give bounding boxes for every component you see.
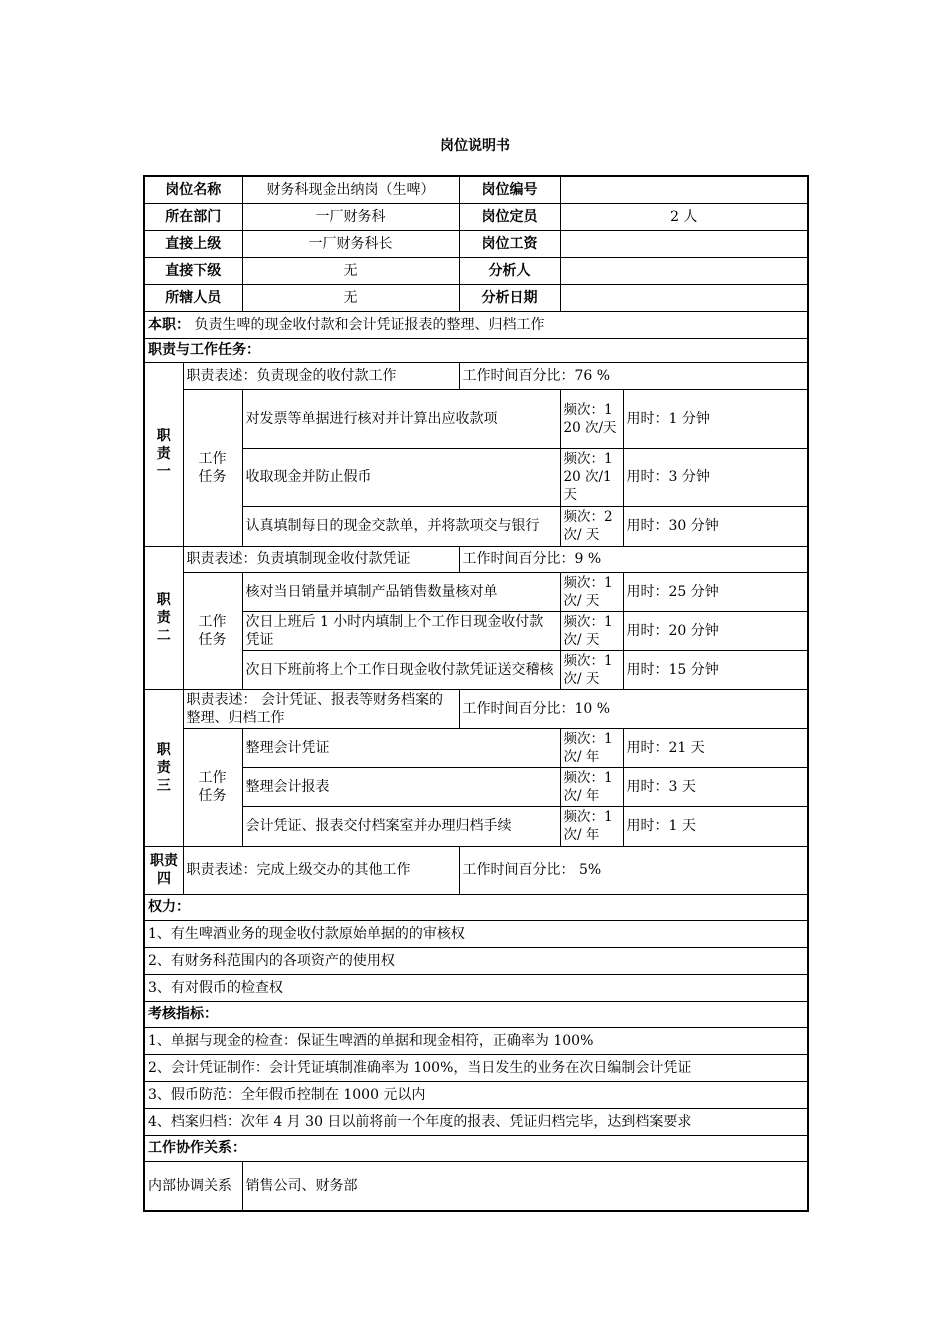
task-row <box>144 650 808 689</box>
staff-value: 2 人 <box>560 203 808 230</box>
duty-row <box>144 546 808 572</box>
duties-header: 职责与工作任务： <box>144 338 808 362</box>
task-label-text: 工作任务 <box>198 613 227 648</box>
list-item <box>144 1054 808 1081</box>
task-label-text: 工作任务 <box>198 770 227 804</box>
task-text: 次日上班后 1 小时内填制上个工作日现金收付款凭证 <box>242 611 560 650</box>
duty-percent: 工作时间百分比：10 % <box>459 689 808 728</box>
list-item <box>144 1027 808 1054</box>
analyst-value <box>560 257 808 284</box>
list-item <box>144 974 808 1001</box>
task-label-text: 工作任务 <box>198 450 227 485</box>
section-header-row <box>144 1135 808 1161</box>
duty-name-text: 职责三 <box>156 741 171 794</box>
assessment-item: 3、假币防范：全年假币控制在 1000 元以内 <box>144 1081 808 1108</box>
info-row <box>144 230 808 257</box>
duty-name <box>144 362 183 546</box>
task-row <box>144 389 808 448</box>
assessment-item: 4、档案归档：次年 4 月 30 日以前将前一个年度的报表、凭证归档完毕，达到档案要求 <box>144 1108 808 1135</box>
task-row <box>144 506 808 546</box>
task-text: 收取现金并防止假币 <box>242 448 560 506</box>
assessment-item: 1、单据与现金的检查：保证生啤酒的单据和现金相符，正确率为 100% <box>144 1027 808 1054</box>
assessment-header: 考核指标： <box>144 1001 808 1027</box>
task-freq: 频次：1 次/ 天 <box>560 611 623 650</box>
duty-percent: 工作时间百分比：9 % <box>459 546 808 572</box>
post-no-value <box>560 176 808 203</box>
duty-name <box>144 546 183 689</box>
info-row <box>144 257 808 284</box>
task-text: 会计凭证、报表交付档案室并办理归档手续 <box>242 806 560 846</box>
task-freq: 频次：2 次/ 天 <box>560 506 623 546</box>
authority-item: 3、有对假币的检查权 <box>144 974 808 1001</box>
duty-row <box>144 689 808 728</box>
task-time: 用时：30 分钟 <box>623 506 808 546</box>
authority-item: 1、有生啤酒业务的现金收付款原始单据的的审核权 <box>144 920 808 947</box>
task-time: 用时：1 分钟 <box>623 389 808 448</box>
task-time: 用时：20 分钟 <box>623 611 808 650</box>
core-duty-label: 本职： <box>148 316 190 333</box>
task-label <box>183 389 242 546</box>
duty-name-text: 职责四 <box>150 853 178 887</box>
authority-item: 2、有财务科范围内的各项资产的使用权 <box>144 947 808 974</box>
section-header-row <box>144 894 808 920</box>
task-time: 用时：25 分钟 <box>623 572 808 611</box>
task-text: 次日下班前将上个工作日现金收付款凭证送交稽核 <box>242 650 560 689</box>
task-freq: 频次：1 次/ 年 <box>560 806 623 846</box>
task-time: 用时：15 分钟 <box>623 650 808 689</box>
post-no-label: 岗位编号 <box>459 176 560 203</box>
task-freq: 频次：120 次/1 天 <box>560 448 623 506</box>
task-row <box>144 767 808 806</box>
task-label <box>183 572 242 689</box>
duty-row <box>144 846 808 894</box>
cooperation-header: 工作协作关系： <box>144 1135 808 1161</box>
subordinate-label: 直接下级 <box>144 257 242 284</box>
task-text: 整理会计报表 <box>242 767 560 806</box>
task-time: 用时：3 分钟 <box>623 448 808 506</box>
task-freq: 频次：1 次/ 年 <box>560 767 623 806</box>
task-freq: 频次：1 次/ 天 <box>560 650 623 689</box>
date-value <box>560 284 808 311</box>
core-duty-text: 负责生啤的现金收付款和会计凭证报表的整理、归档工作 <box>194 316 545 333</box>
internal-label: 内部协调关系 <box>144 1161 242 1211</box>
task-time: 用时：3 天 <box>623 767 808 806</box>
section-header-row <box>144 338 808 362</box>
duty-name <box>144 689 183 846</box>
duty-row <box>144 362 808 389</box>
duty-name <box>144 846 183 894</box>
job-description-table <box>143 175 809 1212</box>
duty-percent: 工作时间百分比： 5% <box>459 846 808 894</box>
post-name-value: 财务科现金出纳岗（生啤） <box>242 176 459 203</box>
internal-value: 销售公司、财务部 <box>242 1161 808 1211</box>
task-text: 对发票等单据进行核对并计算出应收款项 <box>242 389 560 448</box>
staff-label: 岗位定员 <box>459 203 560 230</box>
task-text: 整理会计凭证 <box>242 728 560 767</box>
duty-desc: 职责表述： 会计凭证、报表等财务档案的整理、归档工作 <box>183 689 459 728</box>
managed-label: 所辖人员 <box>144 284 242 311</box>
list-item <box>144 947 808 974</box>
info-row <box>144 203 808 230</box>
info-row <box>144 284 808 311</box>
salary-label: 岗位工资 <box>459 230 560 257</box>
duty-desc: 职责表述：负责现金的收付款工作 <box>183 362 459 389</box>
date-label: 分析日期 <box>459 284 560 311</box>
info-row <box>144 176 808 203</box>
salary-value <box>560 230 808 257</box>
superior-value: 一厂财务科长 <box>242 230 459 257</box>
list-item <box>144 1108 808 1135</box>
task-row <box>144 572 808 611</box>
task-row <box>144 806 808 846</box>
task-row <box>144 728 808 767</box>
section-header-row <box>144 1001 808 1027</box>
subordinate-value: 无 <box>242 257 459 284</box>
task-time: 用时：1 天 <box>623 806 808 846</box>
duty-name-text: 职责二 <box>156 591 171 644</box>
post-name-label: 岗位名称 <box>144 176 242 203</box>
page-title: 岗位说明书 <box>440 138 510 154</box>
managed-value: 无 <box>242 284 459 311</box>
duty-desc: 职责表述：完成上级交办的其他工作 <box>183 846 459 894</box>
duty-percent: 工作时间百分比：76 % <box>459 362 808 389</box>
duty-name-text: 职责一 <box>156 428 171 480</box>
task-text: 核对当日销量并填制产品销售数量核对单 <box>242 572 560 611</box>
dept-label: 所在部门 <box>144 203 242 230</box>
task-freq: 频次：1 次/ 天 <box>560 572 623 611</box>
task-freq: 频次：120 次/天 <box>560 389 623 448</box>
cooperation-row <box>144 1161 808 1211</box>
core-duty-cell <box>144 311 808 338</box>
list-item <box>144 1081 808 1108</box>
core-duty-row <box>144 311 808 338</box>
dept-value: 一厂财务科 <box>242 203 459 230</box>
task-row <box>144 448 808 506</box>
analyst-label: 分析人 <box>459 257 560 284</box>
task-label <box>183 728 242 846</box>
list-item <box>144 920 808 947</box>
authority-header: 权力： <box>144 894 808 920</box>
duty-desc: 职责表述：负责填制现金收付款凭证 <box>183 546 459 572</box>
task-text: 认真填制每日的现金交款单，并将款项交与银行 <box>242 506 560 546</box>
superior-label: 直接上级 <box>144 230 242 257</box>
task-time: 用时：21 天 <box>623 728 808 767</box>
task-row <box>144 611 808 650</box>
assessment-item: 2、会计凭证制作：会计凭证填制准确率为 100%，当日发生的业务在次日编制会计凭证 <box>144 1054 808 1081</box>
task-freq: 频次：1 次/ 年 <box>560 728 623 767</box>
